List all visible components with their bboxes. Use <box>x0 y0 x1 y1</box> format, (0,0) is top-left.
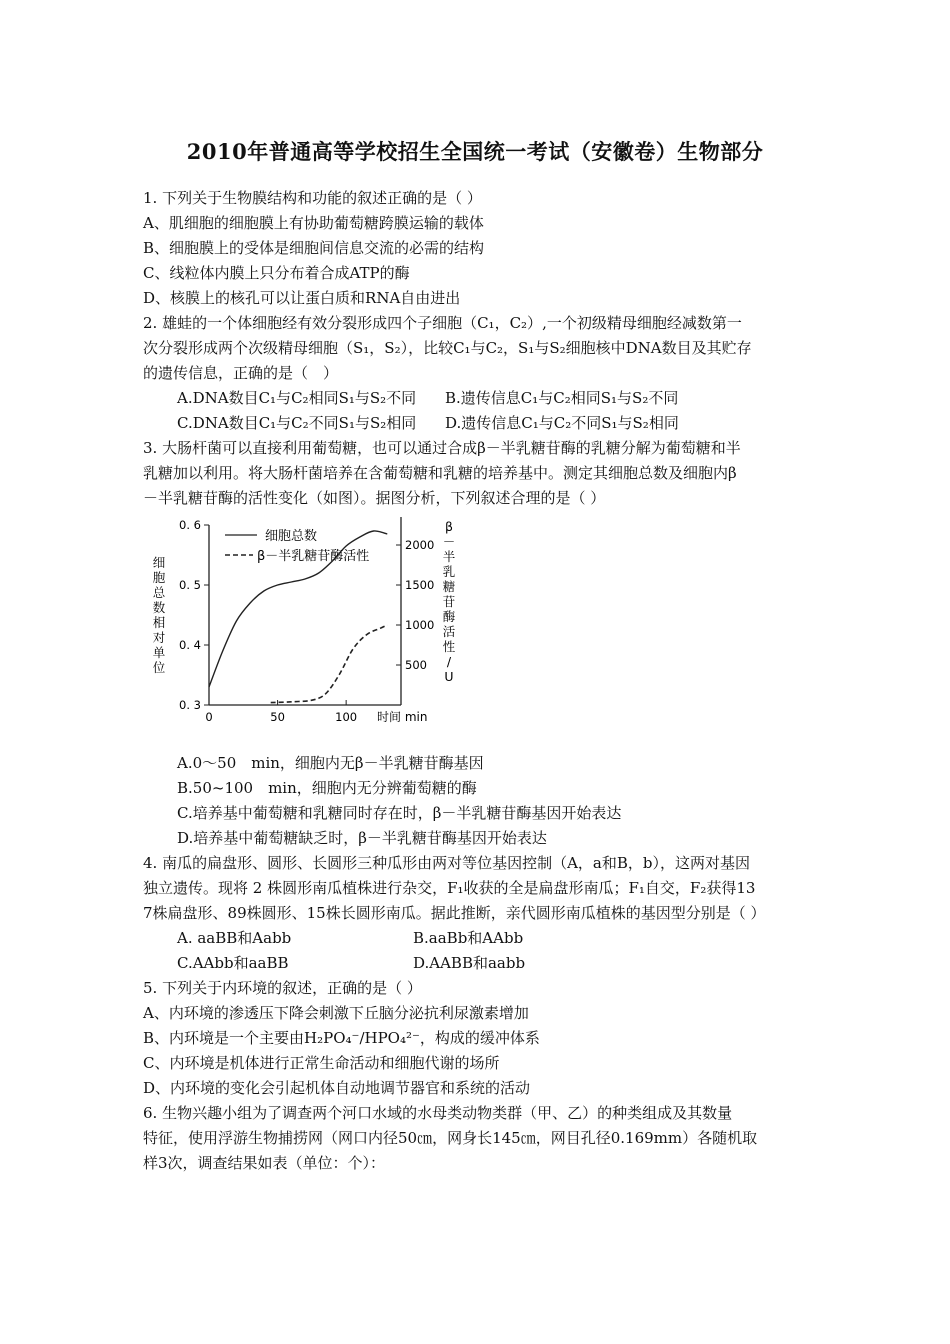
q1-option-a: A、肌细胞的细胞膜上有协助葡萄糖跨膜运输的载体 <box>143 214 484 232</box>
x-tick-label: 0 <box>205 710 213 724</box>
right-tick-label: 1000 <box>405 618 435 632</box>
q3-stem-line-3: －半乳糖苷酶的活性变化（如图）。据图分析，下列叙述合理的是（ ） <box>143 489 606 507</box>
page-title: 2010年普通高等学校招生全国统一考试（安徽卷）生物部分 <box>186 139 764 164</box>
q1-stem: 1. 下列关于生物膜结构和功能的叙述正确的是（ ） <box>143 189 482 207</box>
q4-stem-line-3: 7株扁盘形、89株圆形、15株长圆形南瓜。据此推断，亲代圆形南瓜植株的基因型分别是（ ） <box>143 904 766 922</box>
left-tick-label: 0. 5 <box>179 578 201 592</box>
right-ticks <box>396 538 434 672</box>
x-axis-label: 时间 min <box>377 710 428 724</box>
q3-option-c: C.培养基中葡萄糖和乳糖同时存在时，β－半乳糖苷酶基因开始表达 <box>177 804 622 822</box>
right-tick-label: 1500 <box>405 578 435 592</box>
q2-option-a: A.DNA数目C₁与C₂相同S₁与S₂不同 <box>177 389 417 407</box>
q1-option-d: D、核膜上的核孔可以让蛋白质和RNA自由进出 <box>143 289 461 307</box>
left-tick-label: 0. 6 <box>179 518 201 532</box>
q2-stem-line-2: 次分裂形成两个次级精母细胞（S₁，S₂），比较C₁与C₂，S₁与S₂细胞核中DNA数目及其贮存 <box>143 339 752 357</box>
right-tick-label: 2000 <box>405 538 435 552</box>
q4-option-c: C.AAbb和aaBB <box>177 954 289 972</box>
q3-option-b: B.50~100 min，细胞内无分辨葡萄糖的酶 <box>177 779 477 797</box>
chart-svg <box>145 515 465 747</box>
q2-stem-line-1: 2. 雄蛙的一个体细胞经有效分裂形成四个子细胞（C₁，C₂）,一个初级精母细胞经减数第一 <box>143 314 742 332</box>
q3-stem-line-2: 乳糖加以利用。将大肠杆菌培养在含葡萄糖和乳糖的培养基中。测定其细胞总数及细胞内β <box>143 464 737 482</box>
y-axis-label-right: β －半乳糖苷酶活性/ U <box>442 519 456 684</box>
left-tick-label: 0. 4 <box>179 638 201 652</box>
q5-option-d: D、内环境的变化会引起机体自动地调节器官和系统的活动 <box>143 1079 531 1097</box>
q5-stem: 5. 下列关于内环境的叙述，正确的是（ ） <box>143 979 422 997</box>
q2-option-d: D.遗传信息C₁与C₂不同S₁与S₂相同 <box>445 414 679 432</box>
q3-stem-line-1: 3. 大肠杆菌可以直接利用葡萄糖，也可以通过合成β－半乳糖苷酶的乳糖分解为葡萄糖和半 <box>143 439 741 457</box>
y-axis-label-left: 细胞总数相对单位 <box>152 555 166 675</box>
q1-option-b: B、细胞膜上的受体是细胞间信息交流的必需的结构 <box>143 239 485 257</box>
q4-option-b: B.aaBb和AAbb <box>413 929 524 947</box>
q6-stem-line-3: 样3次，调查结果如表（单位：个）： <box>143 1154 386 1172</box>
legend-label-enzyme: β－半乳糖苷酶活性 <box>257 549 370 564</box>
q4-option-d: D.AABB和aabb <box>413 954 526 972</box>
q3-chart <box>143 515 813 751</box>
document-body <box>143 186 813 1176</box>
q4-stem-line-2: 独立遗传。现将 2 株圆形南瓜植株进行杂交，F₁收获的全是扁盘形南瓜；F₁自交，F₂获得13 <box>143 879 756 897</box>
x-tick-label: 100 <box>335 710 358 724</box>
q4-options-row-2 <box>143 951 813 976</box>
q3-option-a: A.0～50 min，细胞内无β－半乳糖苷酶基因 <box>177 754 484 772</box>
q2-options-row-2 <box>143 411 813 436</box>
q5-option-c: C、内环境是机体进行正常生命活动和细胞代谢的场所 <box>143 1054 500 1072</box>
q4-options-row-1 <box>143 926 813 951</box>
q6-stem-line-2: 特征，使用浮游生物捕捞网（网口内径50㎝，网身长145㎝，网目孔径0.169mm）各随机取 <box>143 1129 758 1147</box>
q2-option-c: C.DNA数目C₁与C₂不同S₁与S₂相同 <box>177 414 417 432</box>
x-ticks <box>205 700 357 724</box>
legend-label-cell-total: 细胞总数 <box>265 529 318 544</box>
q2-option-b: B.遗传信息C₁与C₂相同S₁与S₂不同 <box>445 389 679 407</box>
q1-option-c: C、线粒体内膜上只分布着合成ATP的酶 <box>143 264 410 282</box>
q2-stem-line-3: 的遗传信息，正确的是（ ） <box>143 364 339 382</box>
left-ticks <box>179 518 209 712</box>
q5-option-b: B、内环境是一个主要由H₂PO₄⁻/HPO₄²⁻，构成的缓冲体系 <box>143 1029 540 1047</box>
q4-option-a: A. aaBB和Aabb <box>177 929 292 947</box>
q2-options-row-1 <box>143 386 813 411</box>
q5-option-a: A、内环境的渗透压下降会刺激下丘脑分泌抗利尿激素增加 <box>143 1004 529 1022</box>
q3-option-d: D.培养基中葡萄糖缺乏时，β－半乳糖苷酶基因开始表达 <box>177 829 547 847</box>
series-line-enzyme-activity <box>271 625 388 703</box>
x-tick-label: 50 <box>270 710 285 724</box>
q4-stem-line-1: 4. 南瓜的扁盘形、圆形、长圆形三种瓜形由两对等位基因控制（A，a和B，b），这两对基因 <box>143 854 750 872</box>
right-tick-label: 500 <box>405 658 427 672</box>
left-tick-label: 0. 3 <box>179 698 201 712</box>
q6-stem-line-1: 6. 生物兴趣小组为了调查两个河口水域的水母类动物类群（甲、乙）的种类组成及其数量 <box>143 1104 733 1122</box>
